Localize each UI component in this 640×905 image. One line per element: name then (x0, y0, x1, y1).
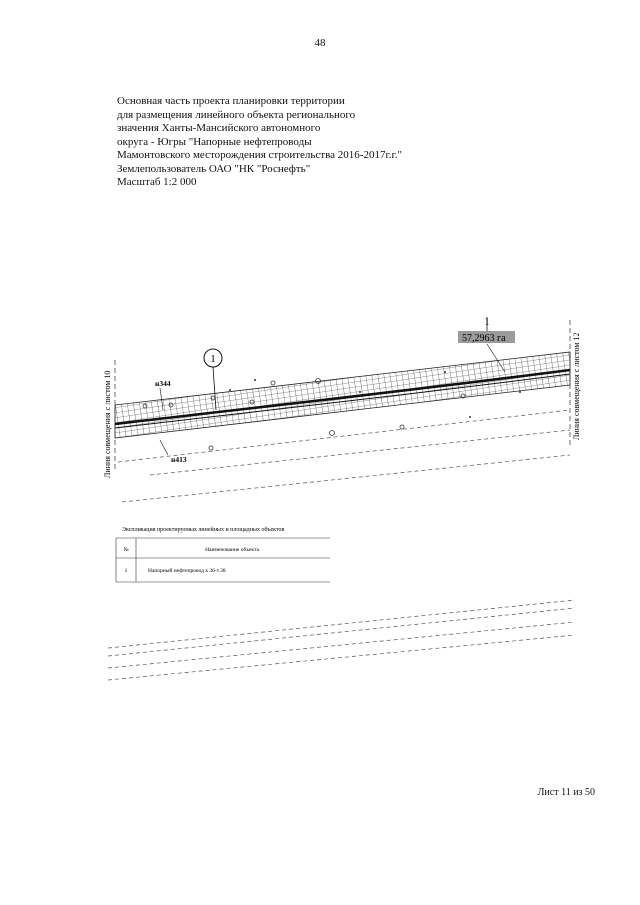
title-line: для размещения линейного объекта регионального (117, 108, 356, 121)
point-label-bottom: н413 (171, 455, 187, 464)
legend-table (116, 538, 330, 582)
corridor-hatch (115, 352, 570, 438)
legend-header-num: № (123, 547, 129, 553)
scale-line: Масштаб 1:2 000 (117, 176, 197, 188)
legend-row-name: Напорный нефтепровод к 36-т.38 (148, 568, 226, 574)
object-marker-number: 1 (210, 353, 216, 365)
legend-row-num: 1 (124, 568, 128, 574)
legend-header-name: Наименование объекта (205, 547, 259, 553)
dashed-boundaries (108, 410, 575, 680)
title-line: Мамонтовского месторождения строительства 2016-2017г.г." (117, 149, 402, 161)
legend-title: Экспликация проектируемых линейных и площадных объектов (122, 527, 285, 533)
area-number: 1 (484, 317, 490, 328)
area-value: 57,2963 га (462, 333, 506, 344)
title-line: значения Ханты-Мансийского автономного (117, 122, 321, 134)
match-line-right: Линия совмещения с листом 12 (572, 332, 581, 440)
title-line: Землепользователь ОАО "НК "Роснефть" (117, 162, 311, 175)
match-line-left: Линия совмещения с листом 10 (103, 370, 112, 478)
title-line: округа - Югры "Напорные нефтепроводы (117, 135, 312, 148)
point-label-top: н344 (155, 379, 171, 388)
sheet-number: Лист 11 из 50 (537, 787, 595, 798)
title-line: Основная часть проекта планировки территории (117, 95, 345, 107)
page-number: 48 (314, 37, 326, 49)
